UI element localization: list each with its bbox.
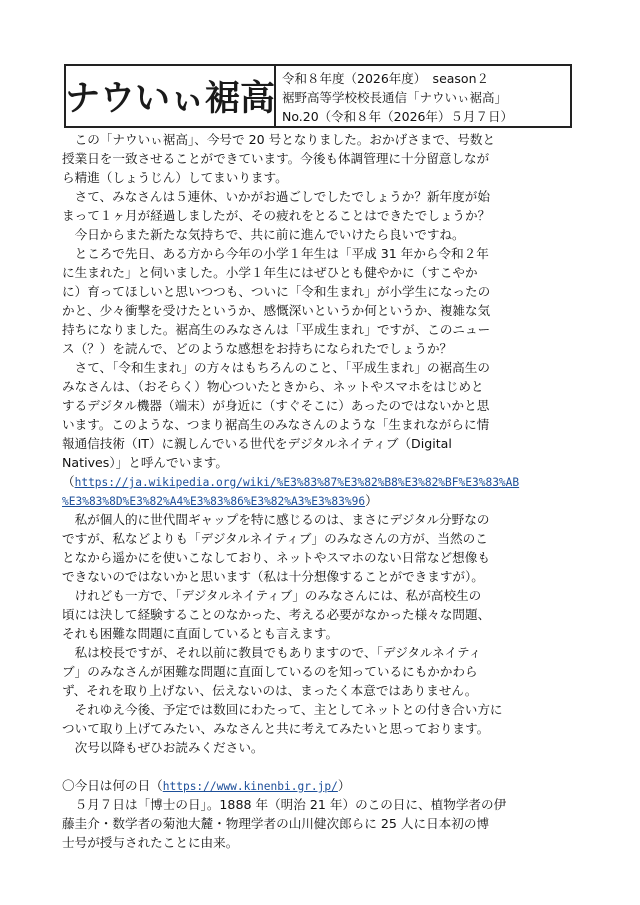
paragraph-line: まって１ヶ月が経過しましたが、その疲れをとることはできたでしょうか？ <box>62 208 491 223</box>
paragraph-line: となから遥かにを使いこなしており、ネットやスマホのない日常など想像も <box>62 550 490 565</box>
wikipedia-link-cont[interactable]: %E3%83%8D%E3%82%A4%E3%83%86%E3%82%A3%E3%83%96 <box>62 495 366 508</box>
paragraph-line: この「ナウいぃ裾高」、今号で 20 号となりました。おかげさまで、号数と <box>62 132 496 147</box>
paragraph-line: さて、「令和生まれ」の方々はもちろんのこと、「平成生まれ」の裾高生の <box>62 360 490 375</box>
paragraph-line: するデジタル機器（端末）が身近に（すぐそこに）あったのではないかと思 <box>62 398 490 413</box>
paragraph-line: 授業日を一致させることができています。今後も体調管理に十分留意しなが <box>62 151 490 166</box>
today-heading-close: ） <box>337 778 351 793</box>
paragraph-line: ず、それを取り上げない、伝えないのは、まったく本意ではありません。 <box>62 683 478 698</box>
paragraph-line: けれども一方で、「デジタルネイティブ」のみなさんには、私が高校生の <box>62 588 482 603</box>
wikipedia-link-line-2 <box>62 491 582 510</box>
paragraph-line: みなさんは、（おそらく）物心ついたときから、ネットやスマホをはじめと <box>62 379 484 394</box>
wikipedia-link-line <box>62 472 582 491</box>
paragraph-line: 今日からまた新たな気持ちで、共に前に進んでいけたら良いですね。 <box>62 227 465 242</box>
paragraph-line: 私が個人的に世代間ギャップを特に感じるのは、まさにデジタル分野なの <box>62 512 490 527</box>
paragraph-line: ら精進（しょうじん）してまいります。 <box>62 170 288 185</box>
wikipedia-link[interactable]: https://ja.wikipedia.org/wiki/%E3%83%87%E3%82%B8%E3%82%BF%E3%83%AB <box>74 476 520 489</box>
today-line: 藤圭介・数学者の菊池大麓・物理学者の山川健次郎らに 25 人に日本初の博 <box>62 816 490 831</box>
paragraph-line: それゆえ今後、予定では数回にわたって、主としてネットとの付き合い方に <box>62 702 503 717</box>
paragraph-line: 頃には決して経験することのなかった、考える必要がなかった様々な問題、 <box>62 607 491 622</box>
link-paren-open: （ <box>62 474 75 489</box>
newsletter-name: 裾野高等学校校長通信「ナウいぃ裾高」 <box>282 90 508 105</box>
today-heading <box>62 776 582 795</box>
link-paren-close: ） <box>365 493 378 508</box>
newsletter-logo: ナウいぃ裾高 <box>65 79 276 119</box>
kinenbi-link[interactable]: https://www.kinenbi.gr.jp/ <box>162 780 338 793</box>
paragraph-line: 報通信技術（IT）に親しんでいる世代をデジタルネイティブ（Digital <box>62 436 452 451</box>
paragraph-line: さて、みなさんは５連休、いかがお過ごしでしたでしょうか？新年度が始 <box>62 189 490 204</box>
paragraph-line: Natives）」と呼んでいます。 <box>62 455 228 470</box>
issue-meta <box>276 66 570 126</box>
paragraph-line: います。このような、つまり裾高生のみなさんのような「生まれながらに情 <box>62 417 490 432</box>
paragraph-line: ですが、私などよりも「デジタルネイティブ」のみなさんの方が、当然のこ <box>62 531 488 546</box>
spacer <box>62 757 582 776</box>
paragraph-line: に生まれた」と伺いました。小学１年生にはぜひとも健やかに（すこやか <box>62 265 478 280</box>
paragraph-line: 次号以降もぜひお読みください。 <box>62 740 264 755</box>
paragraph-line: ついて取り上げてみたい、みなさんと共に考えてみたいと思っております。 <box>62 721 490 736</box>
today-heading-label: 〇今日は何の日（ <box>62 778 163 793</box>
paragraph-line: に）育ってほしいと思いつつも、ついに「令和生まれ」が小学生になったの <box>62 284 491 299</box>
issue-number-date: No.20（令和８年（2026年）５月７日） <box>282 109 513 124</box>
paragraph-line: できないのではないかと思います（私は十分想像することができますが）。 <box>62 569 484 584</box>
paragraph-line: 私は校長ですが、それ以前に教員でもありますので、「デジタルネイティ <box>62 645 482 660</box>
issue-year-season: 令和８年度（2026年度） season２ <box>282 71 490 86</box>
today-line: ５月７日は「博士の日」。1888 年（明治 21 年）のこの日に、植物学者の伊 <box>62 797 507 812</box>
paragraph-line: ブ」のみなさんが困難な問題に直面しているのを知っているにもかかわら <box>62 664 478 679</box>
paragraph-line: 持ちになりました。裾高生のみなさんは「平成生まれ」ですが、このニュー <box>62 322 491 337</box>
today-line: 士号が授与されたことに由来。 <box>62 835 239 850</box>
logo-box <box>66 66 276 126</box>
paragraph-line: ス（？）を読んで、どのような感想をお持ちになられたでしょうか？ <box>62 341 453 356</box>
newsletter-header <box>64 64 572 128</box>
paragraph-line: それも困難な問題に直面しているとも言えます。 <box>62 626 339 641</box>
paragraph-line: ところで先日、ある方から今年の小学１年生は「平成 31 年から令和２年 <box>62 246 489 261</box>
paragraph-line: かと、少々衝撃を受けたというか、感慨深いというか何というか、複雑な気 <box>62 303 491 318</box>
article-body <box>62 130 582 852</box>
